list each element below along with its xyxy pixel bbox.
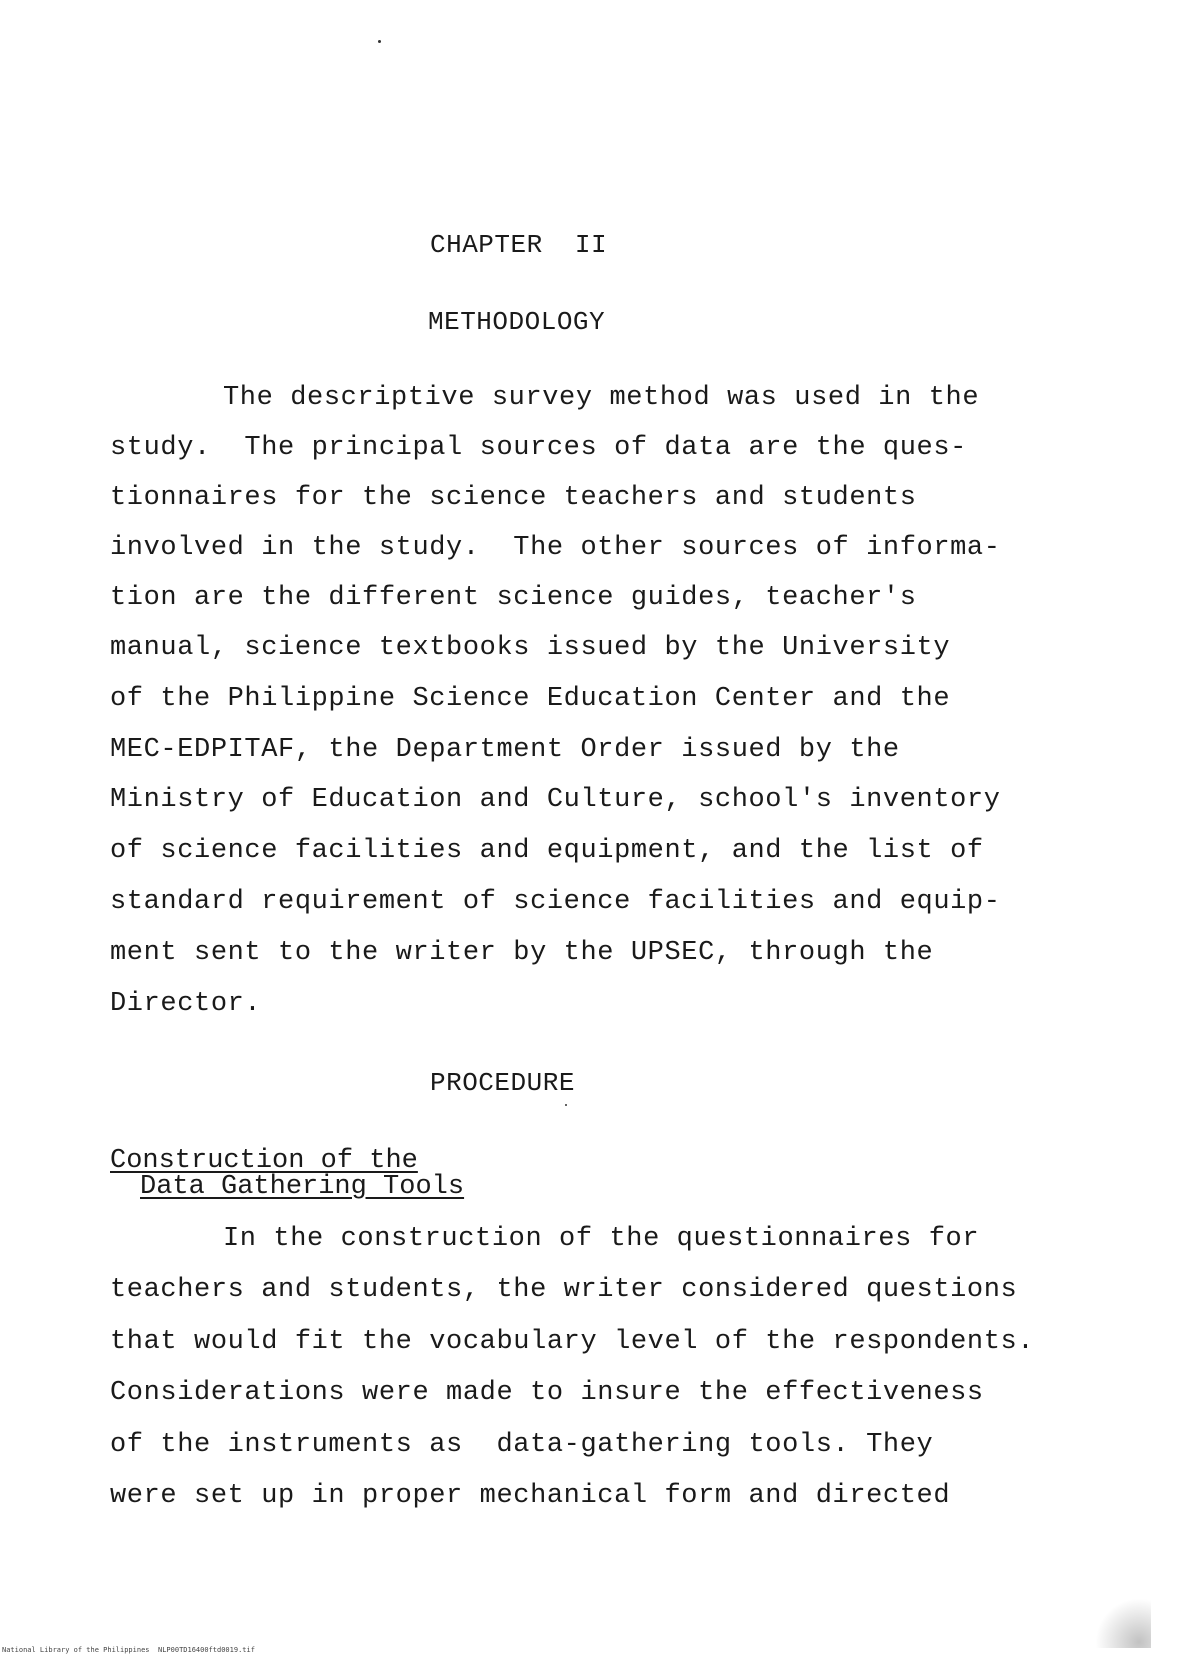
paragraph-line: Ministry of Education and Culture, school's inventory bbox=[110, 785, 1001, 815]
paragraph-line: Director. bbox=[110, 989, 262, 1019]
procedure-heading: PROCEDURE bbox=[430, 1068, 575, 1098]
paragraph-line: standard requirement of science facilities and equip- bbox=[110, 887, 1001, 917]
chapter-number: CHAPTER II bbox=[430, 230, 608, 260]
paragraph-line: of science facilities and equipment, and the list of bbox=[110, 836, 984, 866]
footer-library: National Library of the Philippines bbox=[2, 1646, 150, 1654]
paragraph-line: tion are the different science guides, teacher's bbox=[110, 583, 917, 613]
scan-artifact bbox=[1091, 1588, 1151, 1648]
paragraph-line: were set up in proper mechanical form and directed bbox=[110, 1481, 951, 1511]
paragraph-line: In the construction of the questionnaires for bbox=[223, 1224, 980, 1254]
paragraph-line: teachers and students, the writer considered questions bbox=[110, 1275, 1018, 1305]
chapter-title: METHODOLOGY bbox=[428, 307, 606, 337]
subheading-line-2: Data Gathering Tools bbox=[140, 1172, 465, 1202]
paragraph-line: that would fit the vocabulary level of the respondents. bbox=[110, 1327, 1035, 1357]
paragraph-line: study. The principal sources of data are the ques- bbox=[110, 433, 967, 463]
paragraph-line: manual, science textbooks issued by the University bbox=[110, 633, 951, 663]
paragraph-line: involved in the study. The other sources of informa- bbox=[110, 533, 1001, 563]
paragraph-line: MEC-EDPITAF, the Department Order issued by the bbox=[110, 735, 900, 765]
paragraph-line: The descriptive survey method was used in the bbox=[223, 383, 980, 413]
scan-speck bbox=[565, 1104, 567, 1106]
paragraph-line: of the Philippine Science Education Center and the bbox=[110, 684, 951, 714]
paragraph-line: of the instruments as data-gathering tools. They bbox=[110, 1430, 934, 1460]
footer-file: NLP00TD16400ftd0019.tif bbox=[158, 1646, 255, 1654]
paragraph-line: Considerations were made to insure the effectiveness bbox=[110, 1378, 984, 1408]
subheading-line-1: Construction of the bbox=[110, 1146, 418, 1176]
paragraph-line: ment sent to the writer by the UPSEC, through the bbox=[110, 938, 934, 968]
scan-speck bbox=[378, 40, 381, 43]
paragraph-line: tionnaires for the science teachers and students bbox=[110, 483, 917, 513]
